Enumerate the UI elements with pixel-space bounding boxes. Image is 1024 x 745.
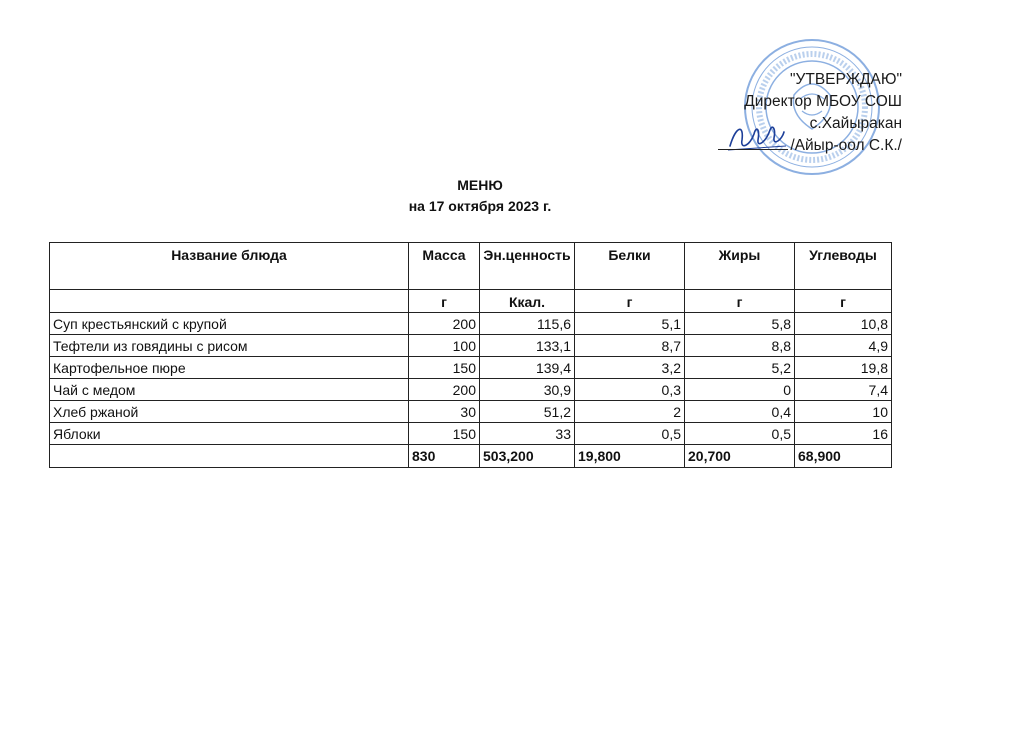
header-fats: Жиры <box>685 243 795 290</box>
dish-energy: 115,6 <box>480 313 575 335</box>
header-proteins: Белки <box>575 243 685 290</box>
dish-name: Чай с медом <box>50 379 409 401</box>
dish-name: Суп крестьянский с крупой <box>50 313 409 335</box>
table-header-row <box>50 243 892 290</box>
header-dish-name: Название блюда <box>50 243 409 290</box>
table-row <box>50 379 892 401</box>
dish-name: Яблоки <box>50 423 409 445</box>
dish-name: Картофельное пюре <box>50 357 409 379</box>
dish-proteins: 8,7 <box>575 335 685 357</box>
dish-carbs: 10,8 <box>795 313 892 335</box>
menu-date: на 17 октября 2023 г. <box>408 198 552 214</box>
total-fats: 20,700 <box>685 445 795 468</box>
dish-fats: 5,2 <box>685 357 795 379</box>
approval-location: с.Хайыракан <box>809 115 902 132</box>
table-row <box>50 423 892 445</box>
approval-position: Директор МБОУ СОШ <box>744 93 902 110</box>
signature-line <box>718 149 788 150</box>
totals-label <box>50 445 409 468</box>
dish-energy: 133,1 <box>480 335 575 357</box>
unit-cell: г <box>409 290 480 313</box>
total-energy: 503,200 <box>480 445 575 468</box>
dish-fats: 0,4 <box>685 401 795 423</box>
dish-fats: 5,8 <box>685 313 795 335</box>
dish-fats: 0 <box>685 379 795 401</box>
dish-mass: 200 <box>409 313 480 335</box>
total-mass: 830 <box>409 445 480 468</box>
totals-row <box>50 445 892 468</box>
menu-table <box>49 242 892 468</box>
dish-proteins: 5,1 <box>575 313 685 335</box>
table-units-row <box>50 290 892 313</box>
dish-carbs: 16 <box>795 423 892 445</box>
unit-cell <box>50 290 409 313</box>
unit-cell: г <box>795 290 892 313</box>
approval-block <box>718 69 902 157</box>
dish-name: Хлеб ржаной <box>50 401 409 423</box>
approval-name: /Айыр-оол С.К./ <box>790 137 902 154</box>
dish-proteins: 3,2 <box>575 357 685 379</box>
dish-energy: 33 <box>480 423 575 445</box>
dish-energy: 30,9 <box>480 379 575 401</box>
dish-carbs: 4,9 <box>795 335 892 357</box>
dish-mass: 200 <box>409 379 480 401</box>
dish-energy: 139,4 <box>480 357 575 379</box>
dish-carbs: 19,8 <box>795 357 892 379</box>
unit-cell: Ккал. <box>480 290 575 313</box>
total-proteins: 19,800 <box>575 445 685 468</box>
dish-mass: 30 <box>409 401 480 423</box>
dish-energy: 51,2 <box>480 401 575 423</box>
approval-heading: "УТВЕРЖДАЮ" <box>790 71 902 88</box>
unit-cell: г <box>575 290 685 313</box>
menu-title: МЕНЮ <box>457 177 503 193</box>
dish-mass: 100 <box>409 335 480 357</box>
dish-proteins: 0,3 <box>575 379 685 401</box>
dish-fats: 8,8 <box>685 335 795 357</box>
dish-mass: 150 <box>409 357 480 379</box>
header-energy: Эн.ценность <box>480 243 575 290</box>
dish-name: Тефтели из говядины с рисом <box>50 335 409 357</box>
dish-carbs: 10 <box>795 401 892 423</box>
dish-proteins: 0,5 <box>575 423 685 445</box>
table-row <box>50 313 892 335</box>
table-row <box>50 335 892 357</box>
table-row <box>50 401 892 423</box>
dish-mass: 150 <box>409 423 480 445</box>
header-mass: Масса <box>409 243 480 290</box>
approval-signatory <box>718 135 902 157</box>
dish-fats: 0,5 <box>685 423 795 445</box>
dish-carbs: 7,4 <box>795 379 892 401</box>
dish-proteins: 2 <box>575 401 685 423</box>
unit-cell: г <box>685 290 795 313</box>
header-carbs: Углеводы <box>795 243 892 290</box>
total-carbs: 68,900 <box>795 445 892 468</box>
table-row <box>50 357 892 379</box>
